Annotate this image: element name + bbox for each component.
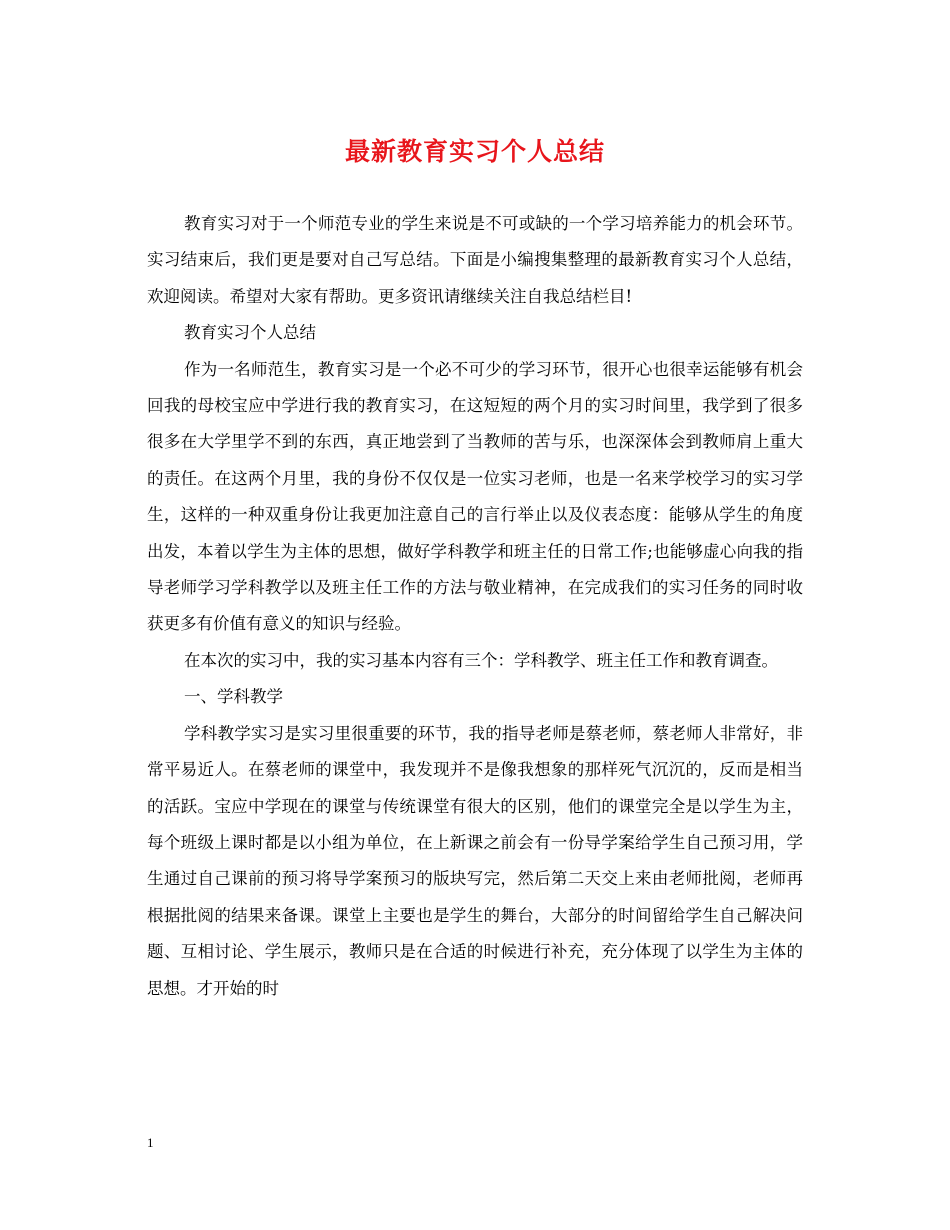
- paragraph-contents: 在本次的实习中，我的实习基本内容有三个：学科教学、班主任工作和教育调查。: [184, 650, 778, 670]
- paragraph-intro: 教育实习对于一个师范专业的学生来说是不可或缺的一个学习培养能力的机会环节。实习结束后，我们更是要对自己写总结。下面是小编搜集整理的最新教育实习个人总结，欢迎阅读。希望对大家有帮助。更多资讯请继续关注自我总结栏目!: [147, 214, 803, 306]
- paragraph-teaching: 学科教学实习是实习里很重要的环节，我的指导老师是蔡老师，蔡老师人非常好，非常平易近人。在蔡老师的课堂中，我发现并不是像我想象的那样死气沉沉的，反而是相当的活跃。宝应中学现在的课堂与传统课堂有很大的区别，他们的课堂完全是以学生为主，每个班级上课时都是以小组为单位，在上新课之前会有一份导学案给学生自己预习用，学生通过自己课前的预习将导学案预习的版块写完，然后第二天交上来由老师批阅，老师再根据批阅的结果来备课。课堂上主要也是学生的舞台，大部分的时间留给学生自己解决问题、互相讨论、学生展示，教师只是在合适的时候进行补充，充分体现了以学生为主体的思想。才开始的时: [147, 723, 803, 998]
- page-number: 1: [147, 1135, 154, 1150]
- paragraph-overview: 作为一名师范生，教育实习是一个必不可少的学习环节，很开心也很幸运能够有机会回我的母校宝应中学进行我的教育实习，在这短短的两个月的实习时间里，我学到了很多很多在大学里学不到的东西，真正地尝到了当教师的苦与乐，也深深体会到教师肩上重大的责任。在这两个月里，我的身份不仅仅是一位实习老师，也是一名来学校学习的实习学生，这样的一种双重身份让我更加注意自己的言行举止以及仪表态度：能够从学生的角度出发，本着以学生为主体的思想，做好学科教学和班主任的日常工作;也能够虚心向我的指导老师学习学科教学以及班主任工作的方法与敬业精神，在完成我们的实习任务的同时收获更多有价值有意义的知识与经验。: [147, 359, 803, 634]
- paragraph-heading: 教育实习个人总结: [184, 323, 316, 343]
- section-heading-teaching: 一、学科教学: [184, 687, 283, 707]
- document-title: 最新教育实习个人总结: [344, 137, 605, 166]
- document-body: [147, 206, 803, 1007]
